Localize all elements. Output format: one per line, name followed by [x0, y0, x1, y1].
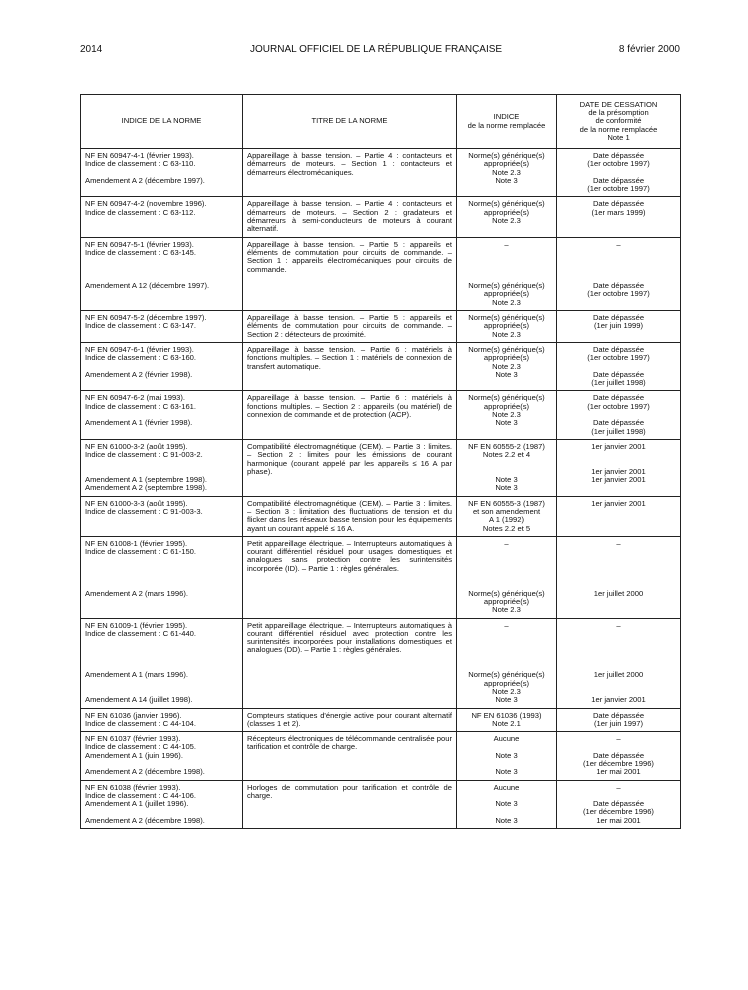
- replaced-standard-text: Norme(s) générique(s) appropriée(s) Note 2.3: [468, 393, 545, 420]
- replaced-standard-text: Norme(s) générique(s) appropriée(s) Note 2.3: [468, 199, 545, 226]
- replaced-standard-text: NF EN 61036 (1993) Note 2.1: [471, 710, 542, 728]
- standards-table: [80, 94, 681, 829]
- replaced-standard-text: –: [504, 239, 509, 249]
- cessation-date-text: Date dépassée (1er mars 1999): [591, 199, 646, 217]
- replaced-standard-cell: [457, 149, 557, 197]
- cessation-date-cell: [557, 708, 681, 732]
- page-header: [80, 44, 680, 58]
- replaced-standard-cell: [457, 439, 557, 496]
- table-row: [81, 391, 681, 439]
- standard-reference-text: NF EN 61009-1 (février 1995). Indice de classement : C 61-440.: [85, 620, 197, 638]
- cessation-date-text: –: [616, 239, 621, 249]
- standard-title-text: Compteurs statiques d'énergie active pour courant alternatif (classes 1 et 2).: [247, 710, 452, 728]
- cessation-date-cell: [557, 780, 681, 828]
- replaced-standard-cell: [457, 237, 557, 310]
- standard-reference-cell: [81, 536, 243, 618]
- standard-reference-text: Amendement A 2 (mars 1996).: [85, 588, 188, 598]
- cessation-date-text: 1er juillet 2000: [593, 588, 644, 598]
- table-row: [81, 780, 681, 828]
- standard-reference-text: NF EN 61038 (février 1993). Indice de classement : C 44-106. Amendement A 1 (juillet 1996). Amendement A 2 (décembre 1998).: [85, 782, 205, 825]
- replaced-standard-cell: [457, 311, 557, 343]
- standard-reference-cell: [81, 618, 243, 708]
- cessation-date-cell: [557, 197, 681, 237]
- table-row: [81, 618, 681, 708]
- standard-title-text: Appareillage à basse tension. – Partie 5 : appareils et éléments de commutation pour circuits de commande. – Section 1 : appareils électromécaniques pour circuits de commande.: [247, 239, 452, 274]
- replaced-standard-cell: [457, 618, 557, 708]
- replaced-standard-text: Norme(s) générique(s) appropriée(s) Note 2.3: [468, 313, 545, 339]
- standard-reference-text: NF EN 61000-3-3 (août 1995). Indice de classement : C 91-003-3.: [85, 498, 203, 516]
- cessation-date-text: Date dépassée (1er octobre 1997): [587, 344, 650, 363]
- journal-title: JOURNAL OFFICIEL DE LA RÉPUBLIQUE FRANÇAISE: [250, 44, 503, 55]
- table-row: [81, 439, 681, 496]
- cessation-date-text: – Date dépassée (1er décembre 1996) 1er mai 2001: [583, 734, 654, 777]
- standard-reference-text: NF EN 60947-4-1 (février 1993). Indice de classement : C 63-110.: [85, 151, 196, 169]
- replaced-standard-cell: [457, 732, 557, 780]
- cessation-date-text: Date dépassée (1er octobre 1997): [587, 151, 650, 169]
- standard-reference-cell: [81, 391, 243, 439]
- cessation-date-cell: [557, 342, 681, 390]
- cessation-date-text: Date dépassée (1er juin 1999): [592, 313, 645, 331]
- cessation-date-text: Date dépassée (1er juillet 1998): [591, 369, 646, 388]
- replaced-standard-text: Norme(s) générique(s) appropriée(s) Note 2.3 Note 3: [468, 670, 545, 705]
- replaced-standard-text: NF EN 60555-2 (1987) Notes 2.2 et 4: [468, 441, 545, 460]
- replaced-standard-cell: [457, 391, 557, 439]
- standard-title-text: Compatibilité électromagnétique (CEM). – Partie 3 : limites. – Section 2 : limites pour les émissions de courant harmonique (courant appelé par les appareils ≤ 16 A par phase).: [247, 441, 452, 476]
- standard-title-cell: [243, 197, 457, 237]
- standard-reference-text: NF EN 60947-4-2 (novembre 1996). Indice de classement : C 63-112.: [85, 199, 207, 217]
- cessation-date-text: 1er juillet 2000 1er janvier 2001: [591, 670, 646, 705]
- replaced-standard-cell: [457, 342, 557, 390]
- column-header-date-cessation: DATE DE CESSATION de la présomption de conformité de la norme remplacée Note 1: [557, 95, 681, 149]
- cessation-date-cell: [557, 237, 681, 310]
- cessation-date-text: –: [616, 538, 621, 548]
- standard-title-text: Récepteurs électroniques de télécommande centralisée pour tarification et contrôle de charge.: [247, 734, 452, 752]
- replaced-standard-text: Note 3: [495, 369, 518, 379]
- standard-reference-text: NF EN 61008-1 (février 1995). Indice de classement : C 61-150.: [85, 538, 197, 557]
- replaced-standard-cell: [457, 708, 557, 732]
- replaced-standard-text: Aucune Note 3 Note 3: [493, 734, 520, 777]
- cessation-date-text: –: [616, 620, 621, 630]
- standard-title-cell: [243, 311, 457, 343]
- standard-title-cell: [243, 237, 457, 310]
- cessation-date-text: Date dépassée (1er octobre 1997): [587, 175, 650, 194]
- standard-reference-cell: [81, 149, 243, 197]
- standard-reference-cell: [81, 496, 243, 536]
- replaced-standard-text: Norme(s) générique(s) appropriée(s) Note 2.3: [468, 588, 545, 615]
- column-header-norme-remplacee: INDICE de la norme remplacée: [457, 95, 557, 149]
- standard-title-cell: [243, 618, 457, 708]
- standard-reference-text: Amendement A 1 (septembre 1998). Amendement A 2 (septembre 1998).: [85, 475, 207, 493]
- standard-reference-cell: [81, 780, 243, 828]
- cessation-date-cell: [557, 439, 681, 496]
- standard-reference-text: NF EN 60947-6-1 (février 1993). Indice de classement : C 63-160.: [85, 344, 197, 363]
- standard-reference-text: NF EN 60947-6-2 (mai 1993). Indice de classement : C 63-161.: [85, 393, 197, 411]
- table-row: [81, 237, 681, 310]
- cessation-date-text: Date dépassée (1er octobre 1997): [587, 393, 650, 411]
- replaced-standard-text: Norme(s) générique(s) appropriée(s) Note 2.3: [468, 281, 545, 307]
- standard-reference-cell: [81, 708, 243, 732]
- replaced-standard-text: –: [504, 538, 509, 548]
- cessation-date-text: Date dépassée (1er octobre 1997): [587, 281, 650, 299]
- table-header-row: [81, 95, 681, 149]
- standard-title-cell: [243, 708, 457, 732]
- table-row: [81, 149, 681, 197]
- standard-reference-cell: [81, 311, 243, 343]
- cessation-date-cell: [557, 618, 681, 708]
- standard-title-text: Appareillage à basse tension. – Partie 6 : matériels à fonctions multiples. – Section 2 : appareils (ou matériel) de connexion de commande et de protection (ACP).: [247, 393, 452, 420]
- replaced-standard-text: Norme(s) générique(s) appropriée(s) Note 2.3: [468, 344, 545, 371]
- standard-reference-text: NF EN 60947-5-1 (février 1993). Indice de classement : C 63-145.: [85, 239, 197, 257]
- standard-title-text: Appareillage à basse tension. – Partie 6 : matériels à fonctions multiples. – Section 1 : matériels de connexion de transfert automatique.: [247, 344, 452, 371]
- replaced-standard-cell: [457, 780, 557, 828]
- replaced-standard-text: Aucune Note 3 Note 3: [493, 782, 520, 825]
- cessation-date-text: – Date dépassée (1er décembre 1996) 1er mai 2001: [583, 782, 654, 825]
- cessation-date-text: 1er janvier 2001 1er janvier 2001: [591, 466, 646, 485]
- standard-reference-cell: [81, 197, 243, 237]
- standard-title-text: Appareillage à basse tension. – Partie 4 : contacteurs et démarreurs de moteurs. – Section 1 : contacteurs et démarreurs électromécaniques.: [247, 151, 452, 177]
- table-row: [81, 342, 681, 390]
- cessation-date-cell: [557, 496, 681, 536]
- table-row: [81, 496, 681, 536]
- replaced-standard-text: Note 3 Note 3: [495, 475, 518, 493]
- standard-reference-text: NF EN 60947-5-2 (décembre 1997). Indice de classement : C 63-147.: [85, 313, 207, 331]
- standard-title-text: Appareillage à basse tension. – Partie 5 : appareils et éléments de commutation pour circuits de commande. – Section 2 : détecteurs de proximité.: [247, 313, 452, 339]
- standard-reference-cell: [81, 439, 243, 496]
- cessation-date-cell: [557, 536, 681, 618]
- replaced-standard-cell: [457, 197, 557, 237]
- standard-title-cell: [243, 391, 457, 439]
- issue-date: 8 février 2000: [618, 44, 680, 55]
- standard-reference-text: Amendement A 2 (février 1998).: [85, 369, 193, 379]
- standard-title-cell: [243, 536, 457, 618]
- standard-reference-text: Amendement A 12 (décembre 1997).: [85, 281, 210, 291]
- table-row: [81, 311, 681, 343]
- table-row: [81, 732, 681, 780]
- replaced-standard-cell: [457, 536, 557, 618]
- standard-title-cell: [243, 732, 457, 780]
- replaced-standard-text: Note 3: [495, 175, 518, 185]
- cessation-date-text: 1er janvier 2001: [591, 441, 646, 451]
- table-row: [81, 536, 681, 618]
- replaced-standard-text: Norme(s) générique(s) appropriée(s) Note 2.3: [468, 151, 545, 177]
- page-number: 2014: [80, 44, 103, 55]
- column-header-indice: INDICE DE LA NORME: [81, 95, 243, 149]
- table-row: [81, 708, 681, 732]
- standard-title-cell: [243, 342, 457, 390]
- replaced-standard-text: –: [504, 620, 509, 630]
- cessation-date-cell: [557, 311, 681, 343]
- standard-title-cell: [243, 496, 457, 536]
- standard-title-text: Appareillage à basse tension. – Partie 4 : contacteurs et démarreurs de moteurs. – Section 2 : gradateurs et démarreurs à semi-conducteurs de moteurs à courant alternatif.: [247, 199, 452, 234]
- replaced-standard-text: NF EN 60555-3 (1987) et son amendement A 1 (1992) Notes 2.2 et 5: [468, 498, 545, 533]
- standard-reference-text: Amendement A 1 (février 1998).: [85, 418, 193, 428]
- replaced-standard-text: Note 3: [495, 418, 518, 428]
- replaced-standard-cell: [457, 496, 557, 536]
- standard-reference-text: NF EN 61037 (février 1993). Indice de classement : C 44-105. Amendement A 1 (juin 1996). Amendement A 2 (décembre 1998).: [85, 734, 205, 777]
- standard-reference-text: Amendement A 2 (décembre 1997).: [85, 175, 205, 185]
- column-header-titre: TITRE DE LA NORME: [243, 95, 457, 149]
- standard-title-text: Petit appareillage électrique. – Interrupteurs automatiques à courant différentiel résiduel pour usages domestiques et analogues sans protection contre les surintensités incorporée (ID). – Partie 1 : règles générales.: [247, 538, 452, 573]
- standard-reference-text: NF EN 61036 (janvier 1996). Indice de classement : C 44-104.: [85, 710, 197, 728]
- standard-reference-cell: [81, 342, 243, 390]
- standard-title-text: Horloges de commutation pour tarification et contrôle de charge.: [247, 782, 452, 800]
- cessation-date-cell: [557, 732, 681, 780]
- standard-reference-text: NF EN 61000-3-2 (août 1995). Indice de classement : C 91-003-2.: [85, 441, 203, 460]
- cessation-date-cell: [557, 149, 681, 197]
- standard-title-cell: [243, 780, 457, 828]
- cessation-date-text: Date dépassée (1er juin 1997): [592, 710, 645, 728]
- standard-reference-text: Amendement A 1 (mars 1996). Amendement A 14 (juillet 1998).: [85, 670, 193, 705]
- cessation-date-text: 1er janvier 2001: [591, 498, 646, 508]
- table-row: [81, 197, 681, 237]
- standard-title-text: Compatibilité électromagnétique (CEM). – Partie 3 : limites. – Section 3 : limitation des fluctuations de tension et du flicker dans les réseaux basse tension pour les équipements ayant un courant appelé ≤ 16 A.: [247, 498, 452, 533]
- cessation-date-cell: [557, 391, 681, 439]
- standard-title-text: Petit appareillage électrique. – Interrupteurs automatiques à courant différentiel résiduel avec protection contre les surintensités incorporées pour installations domestiques et analogues (DD). – Partie 1 : règles générales.: [247, 620, 452, 655]
- standard-title-cell: [243, 149, 457, 197]
- standard-reference-cell: [81, 732, 243, 780]
- cessation-date-text: Date dépassée (1er juillet 1998): [591, 418, 646, 436]
- standard-title-cell: [243, 439, 457, 496]
- standard-reference-cell: [81, 237, 243, 310]
